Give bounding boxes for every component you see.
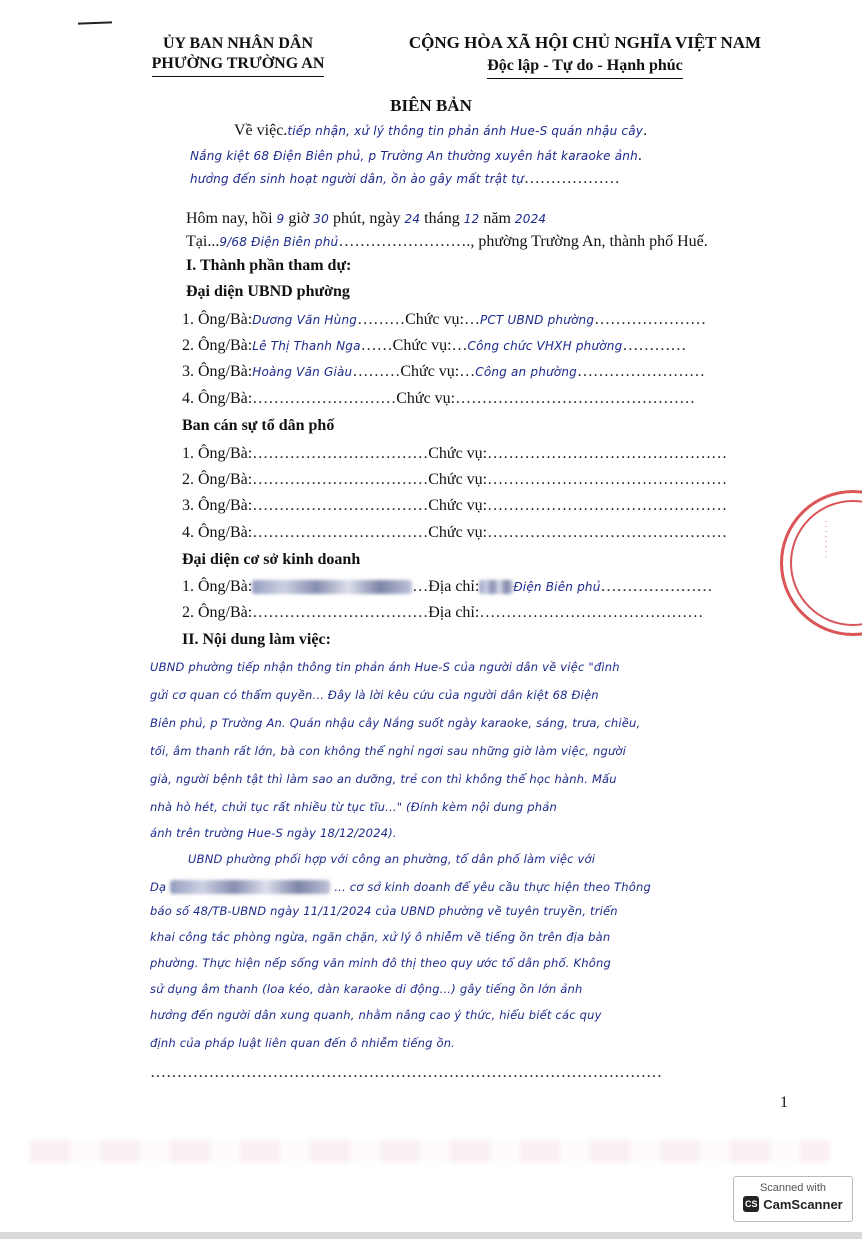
biz-row: 1. Ông/Bà: …Địa chỉ: Điện Biên phủ…………………: [182, 578, 713, 595]
addr-value: Điện Biên phủ: [513, 580, 601, 594]
place-hand: 9/68 Điện Biên phủ: [219, 235, 339, 249]
camscanner-logo-icon: CS: [743, 1196, 759, 1212]
ubnd-row: 1. Ông/Bà:Dương Văn Hùng………Chức vụ:…PCT UBND phường…………………: [182, 311, 707, 328]
watermark-line: Scanned with: [759, 1182, 827, 1194]
place-label: Tại...: [186, 233, 220, 250]
hour-value: 9: [276, 212, 285, 226]
ubnd-row: 3. Ông/Bà:Hoàng Văn Giàu………Chức vụ:…Công an phường……………………: [182, 363, 705, 380]
place-suffix: ., phường Trường An, thành phố Huế.: [466, 233, 708, 250]
bcs-row: 1. Ông/Bà:……………………………Chức vụ:………………………………………: [182, 445, 728, 462]
bcs-row: 2. Ông/Bà:……………………………Chức vụ:………………………………………: [182, 471, 728, 488]
content-line: UBND phường tiếp nhận thông tin phản ánh Hue-S của người dân về việc "đình: [150, 660, 620, 674]
content-line: tối, âm thanh rất lớn, bà con không thể nghỉ ngơi sau những giờ làm việc, người: [150, 744, 627, 758]
content-line: khai công tác phòng ngừa, ngăn chặn, xử lý ô nhiễm về tiếng ồn trên địa bàn: [150, 930, 611, 944]
ubnd-row: 2. Ông/Bà:Lê Thị Thanh Nga……Chức vụ:…Công chức VHXH phường…………: [182, 337, 687, 354]
time-line: [186, 210, 546, 228]
redacted-name: [252, 580, 412, 594]
row-num: 3. Ông/Bà:: [182, 497, 253, 514]
place-line: Tại...9/68 Điện Biên phủ……………………., phường Trường An, thành phố Huế.: [186, 233, 708, 250]
month-value: 12: [463, 212, 480, 226]
row-name: Lê Thị Thanh Nga: [252, 339, 361, 353]
content-line: sử dụng âm thanh (loa kéo, dàn karaoke di động...) gây tiếng ồn lớn ảnh: [150, 982, 583, 996]
role-label: Chức vụ:: [428, 497, 488, 514]
subject-hand-3: hưởng đến sinh hoạt người dân, ồn ào gây mất trật tự: [190, 172, 524, 186]
minute-value: 30: [313, 212, 329, 226]
subject-line-2: Nắng kiệt 68 Điện Biên phủ, p Trường An thường xuyên hát karaoke ảnh.: [190, 147, 642, 164]
ubnd-title: Đại diện UBND phường: [186, 283, 350, 300]
stamp-text: · · · · · · · ·: [821, 520, 830, 559]
content-dots: ……………………………………………………………………………………: [150, 1064, 662, 1081]
bleed-through: [30, 1140, 830, 1162]
subject-label: Về việc.: [234, 122, 288, 139]
thang-label: tháng: [424, 210, 460, 227]
subject-hand-2: Nắng kiệt 68 Điện Biên phủ, p Trường An thường xuyên hát karaoke ảnh: [190, 149, 638, 163]
content-line: báo số 48/TB-UBND ngày 11/11/2024 của UBND phường về tuyên truyền, triển: [150, 904, 618, 918]
role-label: Chức vụ:: [428, 445, 488, 462]
subject-hand-1: tiếp nhận, xử lý thông tin phản ánh Hue-S quán nhậu cây: [287, 124, 644, 138]
section-1-title: I. Thành phần tham dự:: [186, 257, 352, 274]
nation-title: CỘNG HÒA XÃ HỘI CHỦ NGHĨA VIỆT NAM: [408, 33, 762, 52]
ubnd-row: 4. Ông/Bà:………………………Chức vụ:………………………………………: [182, 390, 696, 407]
time-prefix: Hôm nay, hồi: [186, 210, 273, 227]
row-num: 2. Ông/Bà:: [182, 604, 253, 621]
row-num: 1. Ông/Bà:: [182, 311, 253, 328]
gio-label: giờ: [288, 210, 310, 227]
content-line: gửi cơ quan có thẩm quyền... Đây là lời kêu cứu của người dân kiệt 68 Điện: [150, 688, 599, 702]
content-line: nhà hò hét, chửi tục rất nhiều từ tục tĩu..." (Đính kèm nội dung phản: [150, 800, 557, 814]
subject-line-3: hưởng đến sinh hoạt người dân, ồn ào gây mất trật tự………………: [190, 170, 620, 187]
row-role: PCT UBND phường: [479, 313, 595, 327]
year-value: 2024: [514, 212, 547, 226]
role-label: Chức vụ:: [428, 524, 488, 541]
addr-label: Địa chỉ:: [428, 604, 480, 621]
content-line: già, người bệnh tật thì làm sao an dưỡng, trẻ con thì không thể học hành. Mấu: [150, 772, 617, 786]
content-line: định của pháp luật liên quan đến ô nhiễm tiếng ồn.: [150, 1036, 456, 1050]
role-label: Chức vụ:: [400, 363, 460, 380]
addr-label: Địa chỉ:: [428, 578, 480, 595]
bottom-bar: [0, 1232, 862, 1239]
section-2-title: II. Nội dung làm việc:: [182, 631, 331, 648]
nam-label: năm: [483, 210, 511, 227]
role-label: Chức vụ:: [405, 311, 464, 328]
watermark-brand: CamScanner: [763, 1196, 843, 1212]
role-label: Chức vụ:: [396, 390, 456, 407]
row-num: 1. Ông/Bà:: [182, 578, 253, 595]
row-num: 2. Ông/Bà:: [182, 471, 253, 488]
row-num: 2. Ông/Bà:: [182, 337, 253, 354]
org-line-2: PHƯỜNG TRƯỜNG AN: [152, 54, 325, 77]
row-name: Dương Văn Hùng: [252, 313, 358, 327]
bcs-title: Ban cán sự tổ dân phố: [182, 417, 335, 434]
page-number: 1: [780, 1094, 788, 1111]
camscanner-watermark: [733, 1176, 853, 1222]
bcs-row: 4. Ông/Bà:……………………………Chức vụ:………………………………………: [182, 524, 728, 541]
row-num: 4. Ông/Bà:: [182, 524, 253, 541]
org-line-1: ỦY BAN NHÂN DÂN: [162, 35, 314, 52]
content-line: UBND phường phối hợp với công an phường, tổ dân phố làm việc với: [188, 852, 596, 866]
content-line: phường. Thực hiện nếp sống văn minh đô thị theo quy ước tổ dân phố. Không: [150, 956, 611, 970]
role-label: Chức vụ:: [392, 337, 452, 354]
content-line: Dạ ... cơ sở kinh doanh để yêu cầu thực hiện theo Thông: [150, 880, 651, 894]
redacted-number: [479, 580, 513, 594]
content-text: ... cơ sở kinh doanh để yêu cầu thực hiện theo Thông: [334, 880, 651, 894]
content-line: hưởng đến người dân xung quanh, nhằm nâng cao ý thức, hiểu biết các quy: [150, 1008, 602, 1022]
national-header: [380, 32, 790, 79]
row-num: 4. Ông/Bà:: [182, 390, 253, 407]
document-title: BIÊN BẢN: [390, 96, 472, 115]
content-line: ánh trên trường Hue-S ngày 18/12/2024).: [150, 826, 397, 840]
bcs-row: 3. Ông/Bà:……………………………Chức vụ:………………………………………: [182, 497, 728, 514]
redacted-business: [170, 880, 330, 894]
subject-line-1: Về việc.tiếp nhận, xử lý thông tin phản ánh Hue-S quán nhậu cây.: [234, 122, 648, 139]
biz-row: 2. Ông/Bà:……………………………Địa chỉ:……………………………………: [182, 604, 704, 621]
pen-mark: [78, 21, 112, 24]
biz-title: Đại diện cơ sở kinh doanh: [182, 551, 361, 568]
row-role: Công an phường: [475, 365, 577, 379]
role-label: Chức vụ:: [428, 471, 488, 488]
motto: Độc lập - Tự do - Hạnh phúc: [487, 55, 683, 79]
day-value: 24: [404, 212, 421, 226]
row-num: 1. Ông/Bà:: [182, 445, 253, 462]
row-num: 3. Ông/Bà:: [182, 363, 253, 380]
content-line: Biên phủ, p Trường An. Quán nhậu cây Nắng suốt ngày karaoke, sáng, trưa, chiều,: [150, 716, 641, 730]
organization-header: [128, 34, 348, 77]
phut-label: phút, ngày: [332, 210, 401, 227]
row-role: Công chức VHXH phường: [467, 339, 623, 353]
row-name: Hoàng Văn Giàu: [252, 365, 353, 379]
